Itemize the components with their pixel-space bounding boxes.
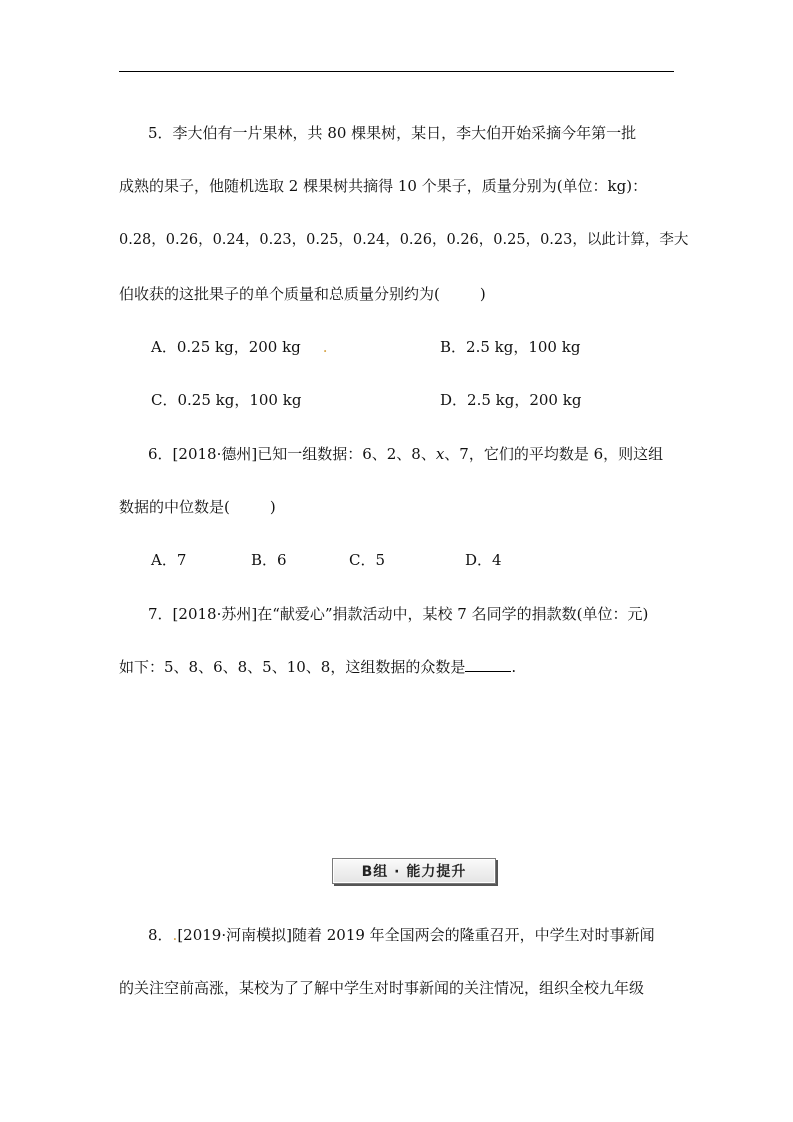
q5-option-c[interactable]: C．0.25 kg，100 kg bbox=[151, 391, 302, 409]
q8-stray-mark: . bbox=[172, 926, 178, 944]
q6-option-b[interactable]: B．6 bbox=[251, 551, 287, 569]
q5-stray-mark: . bbox=[322, 338, 328, 356]
q6-line-2 bbox=[119, 497, 276, 517]
section-header-b bbox=[332, 858, 496, 884]
q5-line-2: 成熟的果子，他随机选取 2 棵果树共摘得 10 个果子，质量分别为(单位：kg)： bbox=[119, 177, 648, 195]
q5-option-d[interactable]: D．2.5 kg，200 kg bbox=[440, 391, 582, 409]
q6-option-d[interactable]: D．4 bbox=[465, 551, 502, 569]
q7-line-2 bbox=[119, 657, 516, 677]
q5-option-a-text: A．0.25 kg，200 kg bbox=[151, 338, 301, 356]
q7-period: . bbox=[511, 658, 517, 676]
q5-line-3: 0.28，0.26，0.24，0.23，0.25，0.24，0.26，0.26，0.25，0.23，以此计算，李大 bbox=[119, 232, 689, 248]
q6-option-c[interactable]: C．5 bbox=[349, 551, 386, 569]
q6-close-paren: ) bbox=[269, 498, 276, 516]
q6-line-1 bbox=[148, 444, 663, 464]
q8-number: 8． bbox=[148, 926, 173, 944]
section-title: B组 · 能力提升 bbox=[361, 864, 467, 880]
q5-stem-end: 伯收获的这批果子的单个质量和总质量分别约为( bbox=[119, 285, 440, 303]
q5-option-a[interactable] bbox=[151, 337, 328, 357]
q8-line-1 bbox=[148, 925, 655, 945]
q8-line-2: 的关注空前高涨，某校为了了解中学生对时事新闻的关注情况，组织全校九年级 bbox=[119, 979, 645, 997]
q7-answer-underline[interactable] bbox=[465, 657, 511, 672]
q6-variable: x bbox=[435, 445, 445, 463]
q6-stem-start: 6．[2018·德州]已知一组数据：6、2、8、 bbox=[148, 445, 436, 463]
q5-option-b[interactable]: B．2.5 kg，100 kg bbox=[440, 338, 581, 356]
q5-line-1: 5．李大伯有一片果林，共 80 棵果树，某日，李大伯开始采摘今年第一批 bbox=[148, 124, 637, 142]
q8-stem-start: [2019·河南模拟]随着 2019 年全国两会的隆重召开，中学生对时事新闻 bbox=[177, 926, 655, 944]
q6-stem-end: 数据的中位数是( bbox=[119, 498, 230, 516]
q6-stem-rest: 、7，它们的平均数是 6，则这组 bbox=[444, 445, 664, 463]
q5-close-paren: ) bbox=[479, 285, 486, 303]
q7-line-1: 7．[2018·苏州]在“献爱心”捐款活动中，某校 7 名同学的捐款数(单位：元) bbox=[148, 605, 649, 623]
q6-option-a[interactable]: A．7 bbox=[151, 551, 187, 569]
q7-stem-end: 如下：5、8、6、8、5、10、8，这组数据的众数是 bbox=[119, 658, 466, 676]
q5-line-4 bbox=[119, 284, 486, 304]
header-rule bbox=[119, 71, 674, 72]
